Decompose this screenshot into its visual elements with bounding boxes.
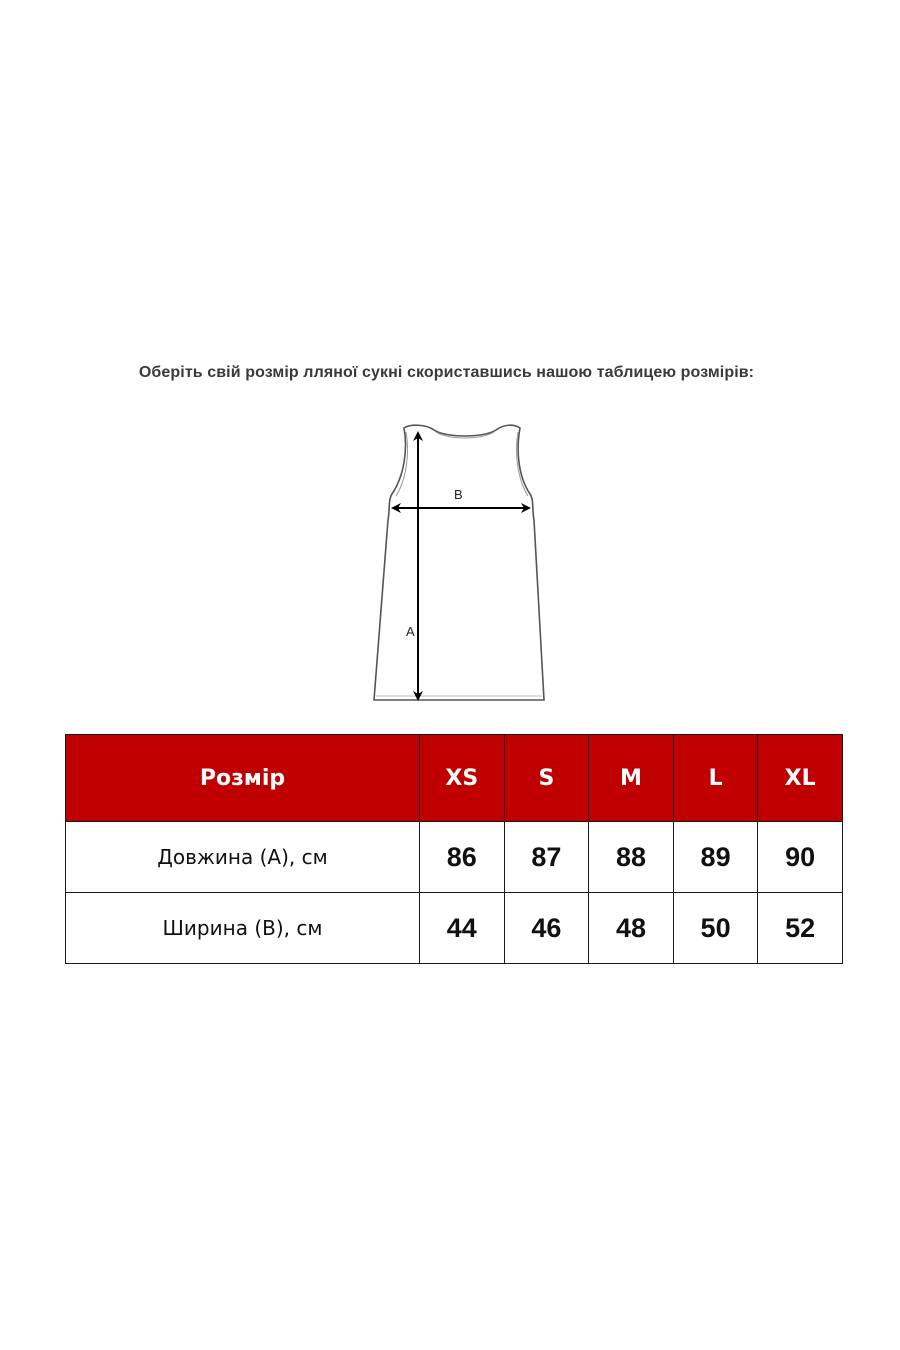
length-value-m: 88 [589,822,674,893]
label-a: A [406,624,415,639]
dress-measurement-diagram [366,410,562,712]
table-header-row [66,735,843,822]
header-size-l: L [673,735,758,822]
width-value-xs: 44 [420,893,505,964]
row-label-length: Довжина (А), см [66,822,420,893]
width-value-l: 50 [673,893,758,964]
table-row-length [66,822,843,893]
width-value-m: 48 [589,893,674,964]
intro-text: Оберіть свій розмір лляної сукні скориставшись нашою таблицею розмірів: [138,364,755,381]
header-size-m: M [589,735,674,822]
width-value-xl: 52 [758,893,843,964]
header-size-xl: XL [758,735,843,822]
length-value-s: 87 [504,822,589,893]
width-value-s: 46 [504,893,589,964]
header-size-label: Розмір [66,735,420,822]
dress-outline [374,425,544,700]
length-value-l: 89 [673,822,758,893]
label-b: B [454,487,463,502]
length-value-xs: 86 [420,822,505,893]
header-size-s: S [504,735,589,822]
table-row-width [66,893,843,964]
header-size-xs: XS [420,735,505,822]
length-value-xl: 90 [758,822,843,893]
dress-outline-svg [366,410,562,712]
size-chart-table [65,734,843,964]
row-label-width: Ширина (В), см [66,893,420,964]
